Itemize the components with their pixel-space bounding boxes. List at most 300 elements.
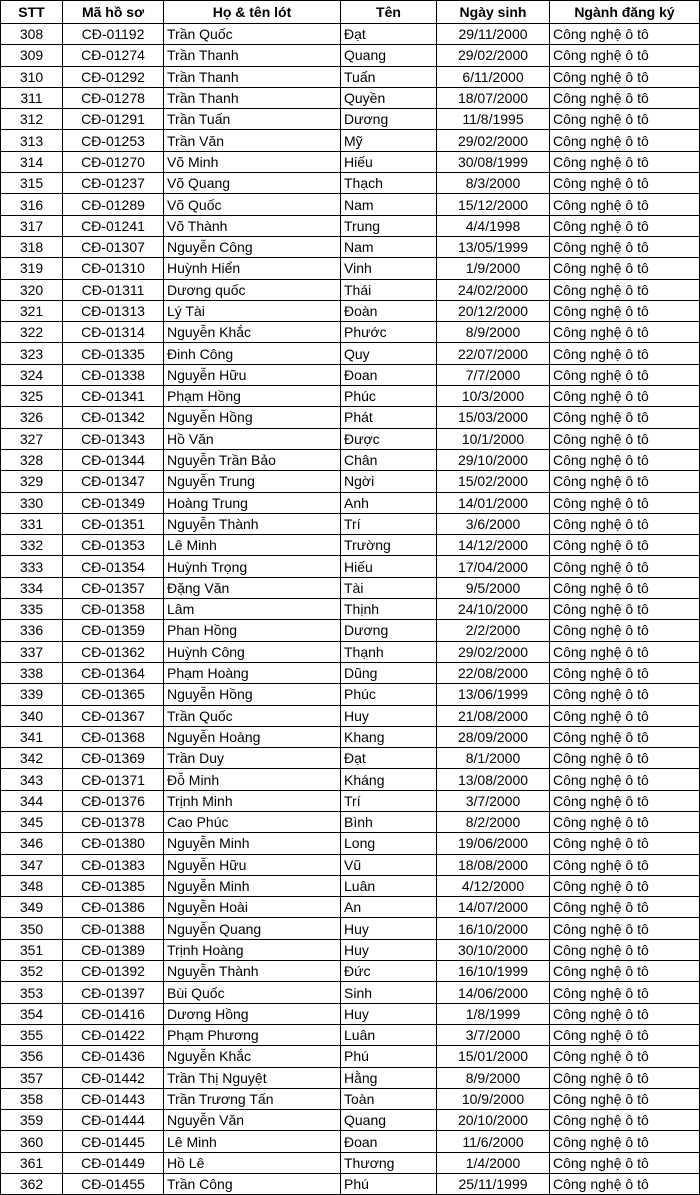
- table-row: [1, 833, 700, 854]
- header-stt: STT: [1, 1, 63, 24]
- cell-family-middle-name: Hồ Văn: [164, 428, 341, 449]
- cell-record-code: CĐ-01343: [63, 428, 164, 449]
- cell-stt: 318: [1, 236, 63, 257]
- cell-family-middle-name: Lý Tài: [164, 300, 341, 321]
- table-row: [1, 599, 700, 620]
- cell-registered-major: Công nghệ ô tô: [550, 662, 700, 683]
- cell-record-code: CĐ-01368: [63, 726, 164, 747]
- cell-family-middle-name: Nguyễn Khắc: [164, 322, 341, 343]
- cell-registered-major: Công nghệ ô tô: [550, 939, 700, 960]
- cell-family-middle-name: Nguyễn Minh: [164, 875, 341, 896]
- cell-registered-major: Công nghệ ô tô: [550, 215, 700, 236]
- cell-family-middle-name: Bùi Quốc: [164, 982, 341, 1003]
- cell-registered-major: Công nghệ ô tô: [550, 769, 700, 790]
- cell-date-of-birth: 11/6/2000: [437, 1131, 550, 1152]
- cell-registered-major: Công nghệ ô tô: [550, 620, 700, 641]
- cell-family-middle-name: Trần Trương Tấn: [164, 1088, 341, 1109]
- table-row: [1, 1152, 700, 1173]
- cell-record-code: CĐ-01416: [63, 1003, 164, 1024]
- cell-date-of-birth: 8/9/2000: [437, 1067, 550, 1088]
- cell-date-of-birth: 24/10/2000: [437, 599, 550, 620]
- cell-given-name: Nam: [341, 194, 437, 215]
- cell-registered-major: Công nghệ ô tô: [550, 875, 700, 896]
- table-row: [1, 939, 700, 960]
- cell-given-name: Chân: [341, 449, 437, 470]
- cell-date-of-birth: 4/4/1998: [437, 215, 550, 236]
- cell-record-code: CĐ-01367: [63, 705, 164, 726]
- cell-family-middle-name: Lê Minh: [164, 535, 341, 556]
- cell-record-code: CĐ-01376: [63, 790, 164, 811]
- cell-record-code: CĐ-01385: [63, 875, 164, 896]
- table-row: [1, 1003, 700, 1024]
- cell-stt: 327: [1, 428, 63, 449]
- table-row: [1, 641, 700, 662]
- cell-stt: 355: [1, 1024, 63, 1045]
- header-given-name: Tên: [341, 1, 437, 24]
- cell-record-code: CĐ-01241: [63, 215, 164, 236]
- cell-record-code: CĐ-01383: [63, 854, 164, 875]
- cell-registered-major: Công nghệ ô tô: [550, 407, 700, 428]
- cell-record-code: CĐ-01237: [63, 173, 164, 194]
- cell-family-middle-name: Trần Công: [164, 1174, 341, 1195]
- cell-date-of-birth: 18/07/2000: [437, 87, 550, 108]
- cell-stt: 310: [1, 66, 63, 87]
- cell-registered-major: Công nghệ ô tô: [550, 748, 700, 769]
- cell-family-middle-name: Võ Quang: [164, 173, 341, 194]
- cell-record-code: CĐ-01380: [63, 833, 164, 854]
- table-row: [1, 1174, 700, 1195]
- table-row: [1, 982, 700, 1003]
- cell-given-name: Phát: [341, 407, 437, 428]
- cell-given-name: Quang: [341, 45, 437, 66]
- cell-record-code: CĐ-01357: [63, 577, 164, 598]
- cell-family-middle-name: Võ Thành: [164, 215, 341, 236]
- cell-family-middle-name: Nguyễn Minh: [164, 833, 341, 854]
- table-row: [1, 428, 700, 449]
- cell-stt: 341: [1, 726, 63, 747]
- table-row: [1, 449, 700, 470]
- cell-registered-major: Công nghệ ô tô: [550, 599, 700, 620]
- cell-date-of-birth: 8/2/2000: [437, 811, 550, 832]
- cell-date-of-birth: 15/12/2000: [437, 194, 550, 215]
- cell-record-code: CĐ-01311: [63, 279, 164, 300]
- cell-given-name: Đạt: [341, 748, 437, 769]
- cell-registered-major: Công nghệ ô tô: [550, 343, 700, 364]
- cell-registered-major: Công nghệ ô tô: [550, 1067, 700, 1088]
- cell-stt: 339: [1, 684, 63, 705]
- table-row: [1, 343, 700, 364]
- cell-registered-major: Công nghệ ô tô: [550, 811, 700, 832]
- table-row: [1, 236, 700, 257]
- cell-family-middle-name: Nguyễn Công: [164, 236, 341, 257]
- cell-date-of-birth: 11/8/1995: [437, 109, 550, 130]
- table-row: [1, 790, 700, 811]
- cell-stt: 328: [1, 449, 63, 470]
- cell-family-middle-name: Lê Minh: [164, 1131, 341, 1152]
- table-row: [1, 130, 700, 151]
- cell-given-name: Phúc: [341, 684, 437, 705]
- cell-stt: 323: [1, 343, 63, 364]
- cell-date-of-birth: 20/10/2000: [437, 1110, 550, 1131]
- cell-record-code: CĐ-01353: [63, 535, 164, 556]
- cell-given-name: Huy: [341, 939, 437, 960]
- cell-given-name: Long: [341, 833, 437, 854]
- cell-date-of-birth: 10/1/2000: [437, 428, 550, 449]
- cell-record-code: CĐ-01422: [63, 1024, 164, 1045]
- table-row: [1, 173, 700, 194]
- cell-date-of-birth: 3/7/2000: [437, 1024, 550, 1045]
- cell-stt: 352: [1, 961, 63, 982]
- cell-family-middle-name: Đặng Văn: [164, 577, 341, 598]
- cell-family-middle-name: Phan Hồng: [164, 620, 341, 641]
- cell-date-of-birth: 29/02/2000: [437, 45, 550, 66]
- cell-registered-major: Công nghệ ô tô: [550, 109, 700, 130]
- cell-stt: 315: [1, 173, 63, 194]
- cell-date-of-birth: 29/02/2000: [437, 641, 550, 662]
- cell-family-middle-name: Trần Tuấn: [164, 109, 341, 130]
- cell-date-of-birth: 8/9/2000: [437, 322, 550, 343]
- table-row: [1, 194, 700, 215]
- cell-registered-major: Công nghệ ô tô: [550, 386, 700, 407]
- cell-record-code: CĐ-01436: [63, 1046, 164, 1067]
- cell-stt: 325: [1, 386, 63, 407]
- cell-record-code: CĐ-01253: [63, 130, 164, 151]
- cell-stt: 349: [1, 897, 63, 918]
- table-row: [1, 471, 700, 492]
- cell-date-of-birth: 18/08/2000: [437, 854, 550, 875]
- cell-record-code: CĐ-01444: [63, 1110, 164, 1131]
- cell-registered-major: Công nghệ ô tô: [550, 236, 700, 257]
- cell-stt: 353: [1, 982, 63, 1003]
- cell-given-name: Phúc: [341, 386, 437, 407]
- table-row: [1, 748, 700, 769]
- cell-record-code: CĐ-01349: [63, 492, 164, 513]
- cell-family-middle-name: Nguyễn Quang: [164, 918, 341, 939]
- cell-record-code: CĐ-01347: [63, 471, 164, 492]
- cell-given-name: Hằng: [341, 1067, 437, 1088]
- cell-date-of-birth: 25/11/1999: [437, 1174, 550, 1195]
- cell-record-code: CĐ-01274: [63, 45, 164, 66]
- cell-record-code: CĐ-01313: [63, 300, 164, 321]
- cell-registered-major: Công nghệ ô tô: [550, 961, 700, 982]
- cell-record-code: CĐ-01307: [63, 236, 164, 257]
- cell-given-name: Huy: [341, 1003, 437, 1024]
- cell-date-of-birth: 1/9/2000: [437, 258, 550, 279]
- cell-given-name: Trung: [341, 215, 437, 236]
- cell-family-middle-name: Nguyễn Trung: [164, 471, 341, 492]
- cell-record-code: CĐ-01362: [63, 641, 164, 662]
- cell-date-of-birth: 9/5/2000: [437, 577, 550, 598]
- cell-registered-major: Công nghệ ô tô: [550, 535, 700, 556]
- cell-given-name: Đoan: [341, 1131, 437, 1152]
- cell-record-code: CĐ-01445: [63, 1131, 164, 1152]
- cell-date-of-birth: 3/7/2000: [437, 790, 550, 811]
- cell-stt: 343: [1, 769, 63, 790]
- cell-given-name: Mỹ: [341, 130, 437, 151]
- cell-family-middle-name: Phạm Hồng: [164, 386, 341, 407]
- cell-given-name: Sinh: [341, 982, 437, 1003]
- cell-registered-major: Công nghệ ô tô: [550, 918, 700, 939]
- cell-family-middle-name: Võ Minh: [164, 151, 341, 172]
- cell-registered-major: Công nghệ ô tô: [550, 982, 700, 1003]
- cell-date-of-birth: 15/03/2000: [437, 407, 550, 428]
- cell-registered-major: Công nghệ ô tô: [550, 66, 700, 87]
- cell-stt: 320: [1, 279, 63, 300]
- cell-date-of-birth: 29/02/2000: [437, 130, 550, 151]
- cell-registered-major: Công nghệ ô tô: [550, 1174, 700, 1195]
- cell-family-middle-name: Nguyễn Hồng: [164, 407, 341, 428]
- cell-date-of-birth: 29/10/2000: [437, 449, 550, 470]
- cell-date-of-birth: 14/06/2000: [437, 982, 550, 1003]
- table-row: [1, 215, 700, 236]
- cell-given-name: Luân: [341, 875, 437, 896]
- cell-date-of-birth: 24/02/2000: [437, 279, 550, 300]
- cell-registered-major: Công nghệ ô tô: [550, 854, 700, 875]
- cell-date-of-birth: 13/08/2000: [437, 769, 550, 790]
- cell-registered-major: Công nghệ ô tô: [550, 1046, 700, 1067]
- cell-stt: 322: [1, 322, 63, 343]
- cell-given-name: Luân: [341, 1024, 437, 1045]
- table-row: [1, 897, 700, 918]
- cell-stt: 317: [1, 215, 63, 236]
- cell-record-code: CĐ-01397: [63, 982, 164, 1003]
- table-row: [1, 407, 700, 428]
- header-family-middle-name: Họ & tên lót: [164, 1, 341, 24]
- cell-registered-major: Công nghệ ô tô: [550, 1003, 700, 1024]
- cell-registered-major: Công nghệ ô tô: [550, 24, 700, 45]
- cell-stt: 336: [1, 620, 63, 641]
- cell-given-name: Huy: [341, 918, 437, 939]
- table-row: [1, 961, 700, 982]
- cell-family-middle-name: Nguyễn Hữu: [164, 854, 341, 875]
- cell-given-name: Được: [341, 428, 437, 449]
- cell-record-code: CĐ-01442: [63, 1067, 164, 1088]
- table-row: [1, 279, 700, 300]
- cell-given-name: Phú: [341, 1174, 437, 1195]
- cell-record-code: CĐ-01270: [63, 151, 164, 172]
- cell-date-of-birth: 19/06/2000: [437, 833, 550, 854]
- cell-registered-major: Công nghệ ô tô: [550, 1024, 700, 1045]
- table-row: [1, 620, 700, 641]
- cell-family-middle-name: Phạm Hoàng: [164, 662, 341, 683]
- table-row: [1, 87, 700, 108]
- cell-family-middle-name: Trần Thanh: [164, 87, 341, 108]
- cell-given-name: An: [341, 897, 437, 918]
- cell-stt: 348: [1, 875, 63, 896]
- cell-given-name: Đoan: [341, 364, 437, 385]
- cell-family-middle-name: Trịnh Hoàng: [164, 939, 341, 960]
- cell-record-code: CĐ-01314: [63, 322, 164, 343]
- cell-family-middle-name: Võ Quốc: [164, 194, 341, 215]
- cell-date-of-birth: 30/10/2000: [437, 939, 550, 960]
- cell-registered-major: Công nghệ ô tô: [550, 513, 700, 534]
- cell-given-name: Quang: [341, 1110, 437, 1131]
- cell-stt: 335: [1, 599, 63, 620]
- cell-registered-major: Công nghệ ô tô: [550, 556, 700, 577]
- cell-record-code: CĐ-01358: [63, 599, 164, 620]
- table-row: [1, 918, 700, 939]
- cell-record-code: CĐ-01341: [63, 386, 164, 407]
- cell-stt: 354: [1, 1003, 63, 1024]
- cell-date-of-birth: 1/8/1999: [437, 1003, 550, 1024]
- cell-stt: 329: [1, 471, 63, 492]
- table-row: [1, 1110, 700, 1131]
- cell-record-code: CĐ-01364: [63, 662, 164, 683]
- cell-given-name: Ngời: [341, 471, 437, 492]
- cell-registered-major: Công nghệ ô tô: [550, 1088, 700, 1109]
- table-row: [1, 1131, 700, 1152]
- cell-stt: 342: [1, 748, 63, 769]
- cell-stt: 357: [1, 1067, 63, 1088]
- cell-given-name: Tài: [341, 577, 437, 598]
- table-row: [1, 811, 700, 832]
- cell-record-code: CĐ-01369: [63, 748, 164, 769]
- cell-family-middle-name: Lâm: [164, 599, 341, 620]
- cell-record-code: CĐ-01289: [63, 194, 164, 215]
- cell-stt: 359: [1, 1110, 63, 1131]
- cell-stt: 350: [1, 918, 63, 939]
- cell-stt: 344: [1, 790, 63, 811]
- cell-given-name: Thương: [341, 1152, 437, 1173]
- cell-date-of-birth: 10/9/2000: [437, 1088, 550, 1109]
- cell-record-code: CĐ-01386: [63, 897, 164, 918]
- cell-date-of-birth: 20/12/2000: [437, 300, 550, 321]
- cell-family-middle-name: Trần Thị Nguyệt: [164, 1067, 341, 1088]
- cell-stt: 334: [1, 577, 63, 598]
- cell-date-of-birth: 15/02/2000: [437, 471, 550, 492]
- cell-given-name: Dương: [341, 109, 437, 130]
- header-registered-major: Ngành đăng ký: [550, 1, 700, 24]
- cell-stt: 312: [1, 109, 63, 130]
- cell-given-name: Vinh: [341, 258, 437, 279]
- cell-date-of-birth: 21/08/2000: [437, 705, 550, 726]
- table-row: [1, 386, 700, 407]
- table-row: [1, 1067, 700, 1088]
- cell-record-code: CĐ-01359: [63, 620, 164, 641]
- cell-registered-major: Công nghệ ô tô: [550, 322, 700, 343]
- table-row: [1, 1046, 700, 1067]
- cell-family-middle-name: Nguyễn Hoàng: [164, 726, 341, 747]
- cell-date-of-birth: 14/01/2000: [437, 492, 550, 513]
- cell-record-code: CĐ-01351: [63, 513, 164, 534]
- cell-stt: 319: [1, 258, 63, 279]
- header-record-code: Mã hồ sơ: [63, 1, 164, 24]
- cell-given-name: Dũng: [341, 662, 437, 683]
- cell-registered-major: Công nghệ ô tô: [550, 130, 700, 151]
- cell-stt: 330: [1, 492, 63, 513]
- cell-stt: 338: [1, 662, 63, 683]
- cell-registered-major: Công nghệ ô tô: [550, 790, 700, 811]
- cell-date-of-birth: 30/08/1999: [437, 151, 550, 172]
- cell-family-middle-name: Nguyễn Trần Bảo: [164, 449, 341, 470]
- cell-stt: 356: [1, 1046, 63, 1067]
- cell-given-name: Nam: [341, 236, 437, 257]
- cell-given-name: Thái: [341, 279, 437, 300]
- cell-record-code: CĐ-01449: [63, 1152, 164, 1173]
- cell-family-middle-name: Nguyễn Hữu: [164, 364, 341, 385]
- table-row: [1, 66, 700, 87]
- cell-registered-major: Công nghệ ô tô: [550, 897, 700, 918]
- cell-family-middle-name: Nguyễn Khắc: [164, 1046, 341, 1067]
- cell-registered-major: Công nghệ ô tô: [550, 492, 700, 513]
- cell-family-middle-name: Huỳnh Hiển: [164, 258, 341, 279]
- cell-registered-major: Công nghệ ô tô: [550, 300, 700, 321]
- cell-family-middle-name: Cao Phúc: [164, 811, 341, 832]
- cell-family-middle-name: Trần Duy: [164, 748, 341, 769]
- header-date-of-birth: Ngày sinh: [437, 1, 550, 24]
- cell-record-code: CĐ-01392: [63, 961, 164, 982]
- cell-date-of-birth: 10/3/2000: [437, 386, 550, 407]
- cell-registered-major: Công nghệ ô tô: [550, 173, 700, 194]
- cell-date-of-birth: 4/12/2000: [437, 875, 550, 896]
- cell-given-name: Phước: [341, 322, 437, 343]
- cell-record-code: CĐ-01371: [63, 769, 164, 790]
- cell-record-code: CĐ-01335: [63, 343, 164, 364]
- table-row: [1, 684, 700, 705]
- cell-stt: 309: [1, 45, 63, 66]
- cell-registered-major: Công nghệ ô tô: [550, 258, 700, 279]
- cell-date-of-birth: 15/01/2000: [437, 1046, 550, 1067]
- cell-given-name: Anh: [341, 492, 437, 513]
- cell-record-code: CĐ-01378: [63, 811, 164, 832]
- header-row: [1, 1, 700, 24]
- cell-registered-major: Công nghệ ô tô: [550, 1131, 700, 1152]
- cell-family-middle-name: Trần Quốc: [164, 705, 341, 726]
- cell-given-name: Đức: [341, 961, 437, 982]
- cell-given-name: Dương: [341, 620, 437, 641]
- cell-stt: 311: [1, 87, 63, 108]
- cell-record-code: CĐ-01310: [63, 258, 164, 279]
- table-row: [1, 662, 700, 683]
- cell-record-code: CĐ-01455: [63, 1174, 164, 1195]
- table-row: [1, 364, 700, 385]
- cell-record-code: CĐ-01388: [63, 918, 164, 939]
- cell-date-of-birth: 29/11/2000: [437, 24, 550, 45]
- cell-registered-major: Công nghệ ô tô: [550, 726, 700, 747]
- table-row: [1, 535, 700, 556]
- cell-record-code: CĐ-01292: [63, 66, 164, 87]
- cell-registered-major: Công nghệ ô tô: [550, 45, 700, 66]
- table-row: [1, 556, 700, 577]
- cell-given-name: Thạnh: [341, 641, 437, 662]
- cell-registered-major: Công nghệ ô tô: [550, 194, 700, 215]
- cell-family-middle-name: Hồ Lê: [164, 1152, 341, 1173]
- cell-given-name: Huy: [341, 705, 437, 726]
- cell-record-code: CĐ-01443: [63, 1088, 164, 1109]
- cell-given-name: Trí: [341, 513, 437, 534]
- table-row: [1, 769, 700, 790]
- cell-registered-major: Công nghệ ô tô: [550, 833, 700, 854]
- cell-stt: 308: [1, 24, 63, 45]
- cell-stt: 360: [1, 1131, 63, 1152]
- cell-registered-major: Công nghệ ô tô: [550, 428, 700, 449]
- cell-date-of-birth: 22/08/2000: [437, 662, 550, 683]
- cell-record-code: CĐ-01365: [63, 684, 164, 705]
- cell-date-of-birth: 28/09/2000: [437, 726, 550, 747]
- cell-given-name: Hiếu: [341, 556, 437, 577]
- cell-record-code: CĐ-01338: [63, 364, 164, 385]
- cell-stt: 346: [1, 833, 63, 854]
- cell-stt: 313: [1, 130, 63, 151]
- cell-date-of-birth: 14/12/2000: [437, 535, 550, 556]
- table-row: [1, 1024, 700, 1045]
- cell-given-name: Vũ: [341, 854, 437, 875]
- cell-stt: 358: [1, 1088, 63, 1109]
- cell-date-of-birth: 22/07/2000: [437, 343, 550, 364]
- cell-stt: 347: [1, 854, 63, 875]
- cell-date-of-birth: 13/05/1999: [437, 236, 550, 257]
- cell-given-name: Trí: [341, 790, 437, 811]
